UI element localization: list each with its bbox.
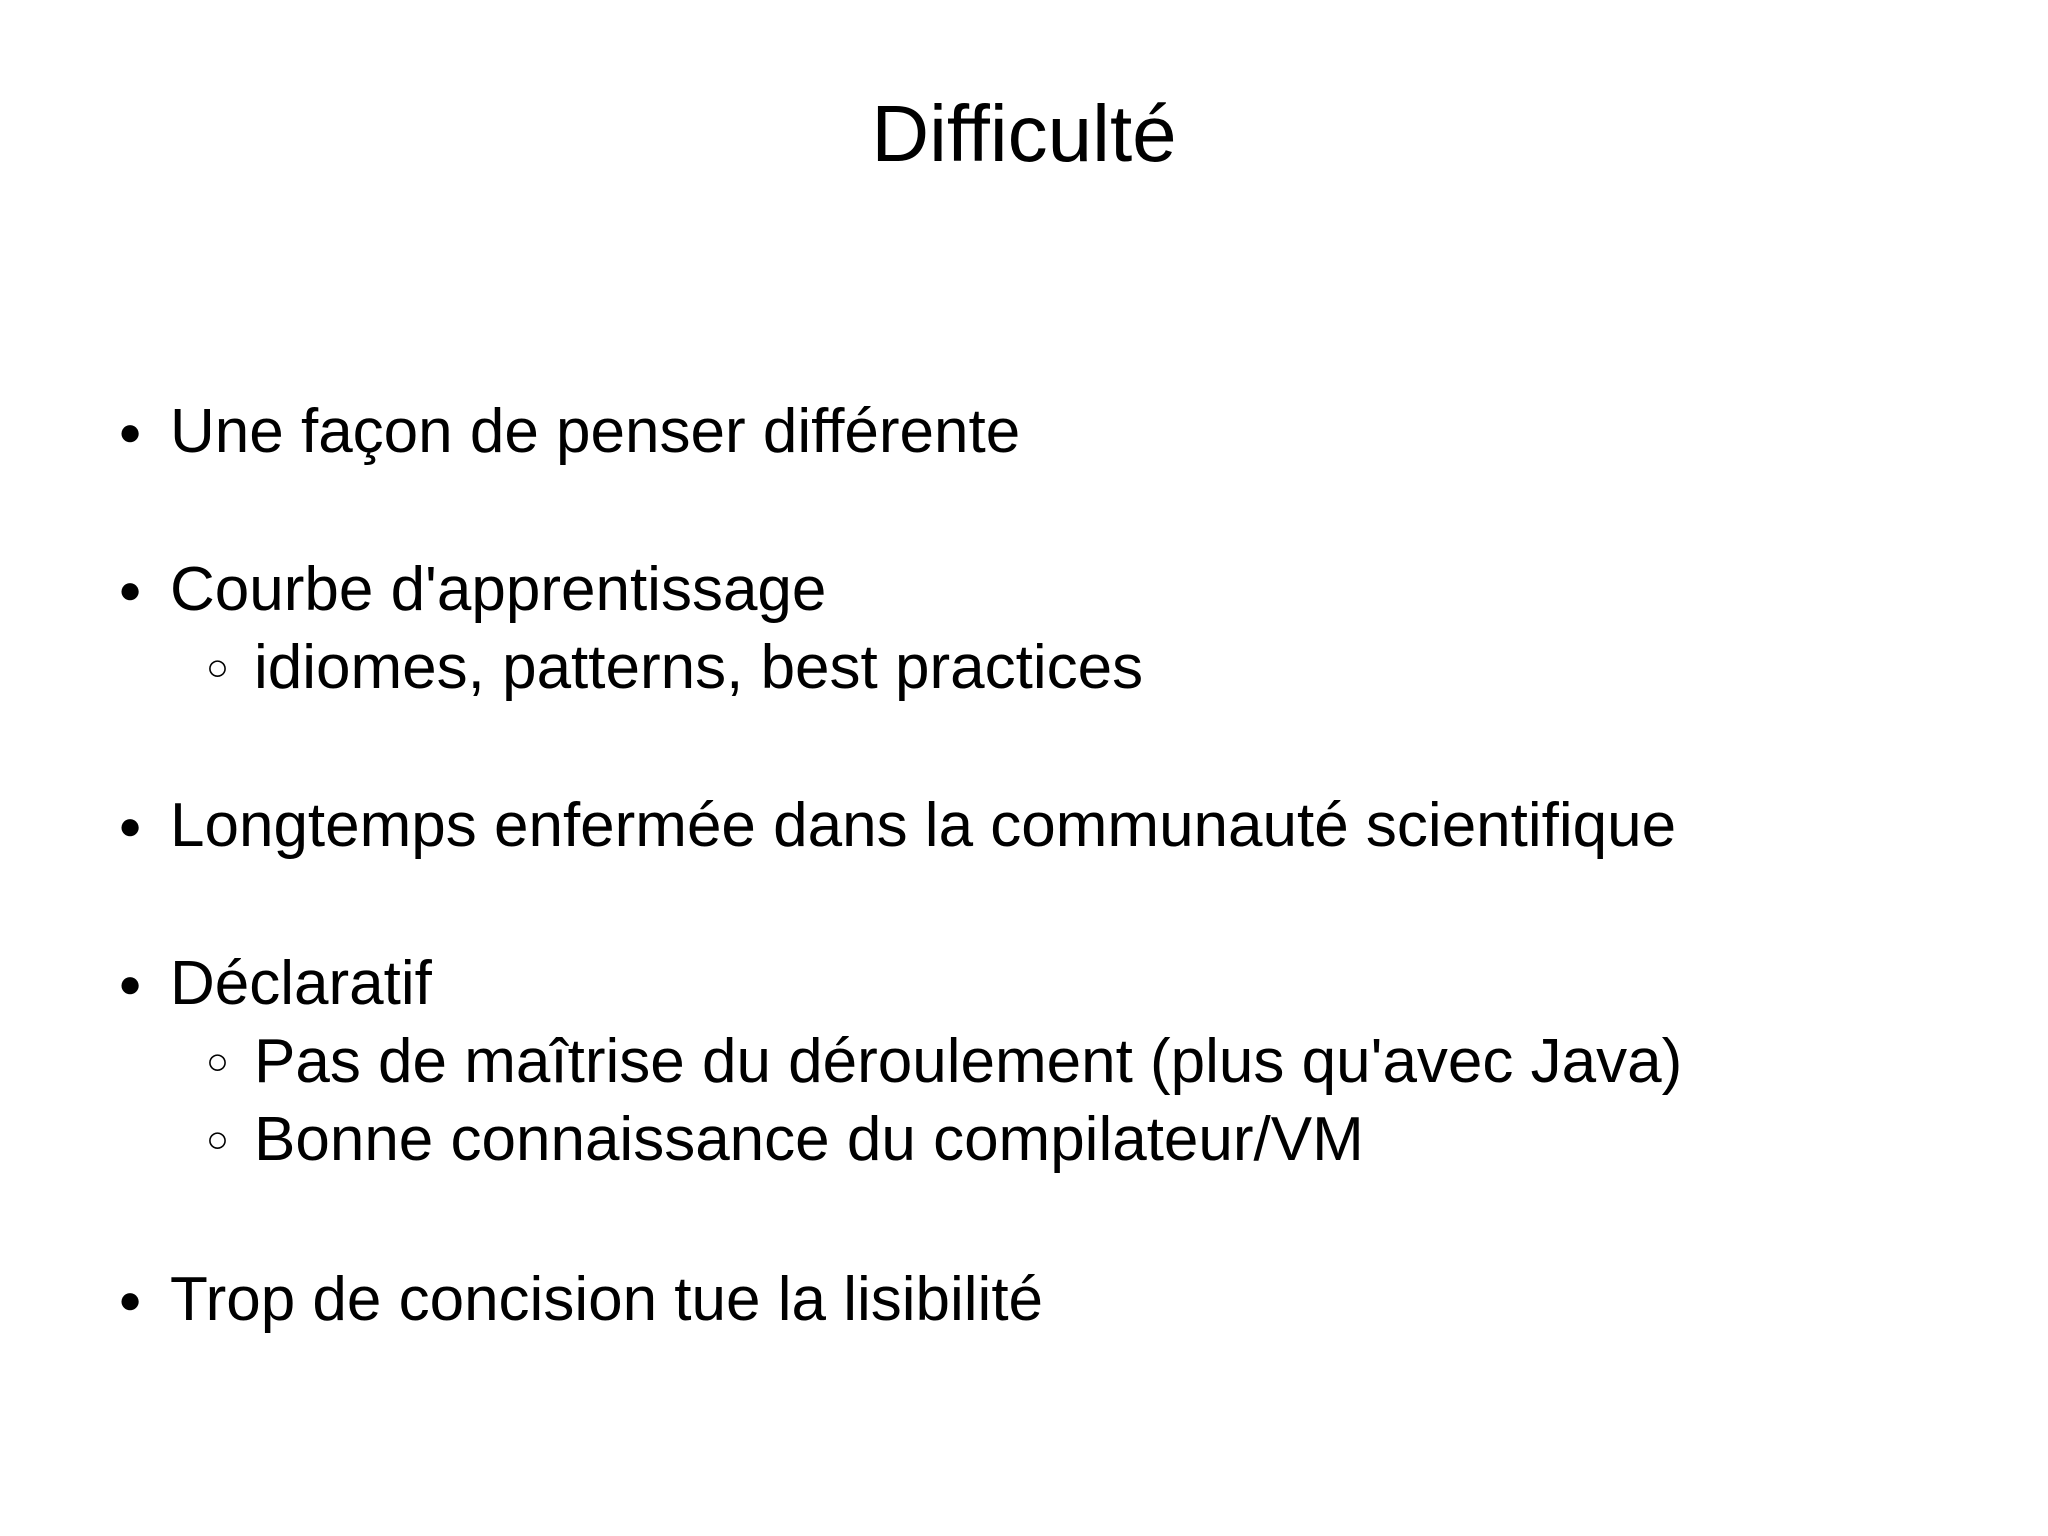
bullet-text: Longtemps enfermée dans la communauté scientifique <box>170 791 1677 860</box>
bullet-circle-icon: ○ <box>206 1041 229 1083</box>
sub-bullet-text: idiomes, patterns, best practices <box>254 633 1144 702</box>
bullet-text: Une façon de penser différente <box>170 397 1021 466</box>
bullet-dot-icon: ● <box>118 568 143 612</box>
bullet-text: Trop de concision tue la lisibilité <box>170 1265 1044 1334</box>
bullet-circle-icon: ○ <box>206 1119 229 1161</box>
bullet-text: Courbe d'apprentissage <box>170 555 827 624</box>
sub-bullet-text: Bonne connaissance du compilateur/VM <box>254 1105 1364 1174</box>
bullet-dot-icon: ● <box>118 962 143 1006</box>
bullet-text: Déclaratif <box>170 949 432 1018</box>
slide-title: Difficulté <box>871 89 1177 178</box>
bullet-circle-icon: ○ <box>206 647 229 689</box>
bullet-dot-icon: ● <box>118 804 143 848</box>
bullet-dot-icon: ● <box>118 1278 143 1322</box>
bullet-dot-icon: ● <box>118 410 143 454</box>
sub-bullet-text: Pas de maîtrise du déroulement (plus qu'avec Java) <box>254 1027 1683 1096</box>
